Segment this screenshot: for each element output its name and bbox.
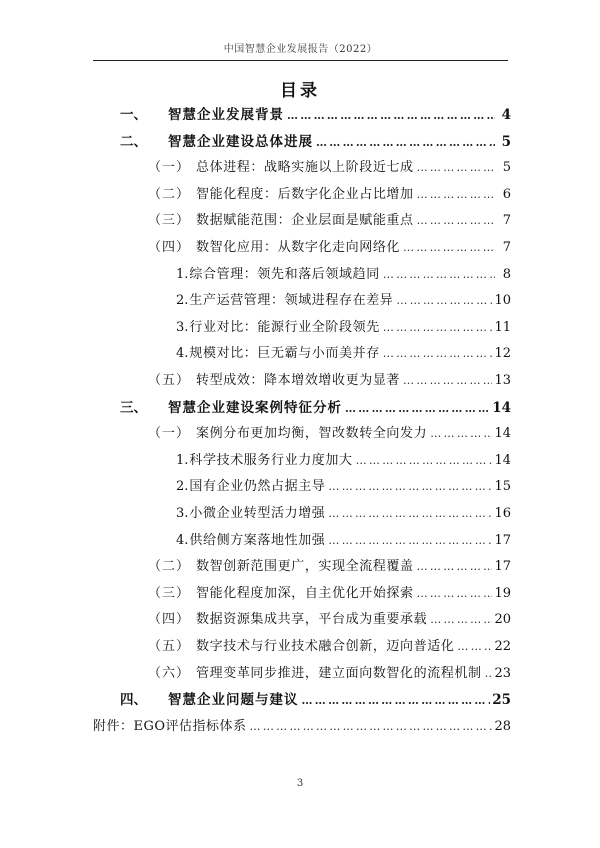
toc-entry[interactable] xyxy=(148,556,511,578)
toc-dot-leader xyxy=(250,716,493,738)
toc-entry-page: 16 xyxy=(494,506,511,521)
toc-entry-number: （一） xyxy=(148,160,191,176)
toc-entry-page: 15 xyxy=(494,479,511,495)
toc-dot-leader xyxy=(396,290,492,312)
toc-entry-number: （四） xyxy=(148,612,191,628)
toc-entry-page: 25 xyxy=(492,692,511,709)
toc-entry-title: 小微企业转型活力增强 xyxy=(189,506,326,521)
toc-entry[interactable] xyxy=(176,317,511,339)
toc-entry-title: 行业对比：能源行业全阶段领先 xyxy=(189,319,380,335)
toc-entry-title: 数字技术与行业技术融合创新，迈向普适化 xyxy=(196,639,455,654)
toc-entry-title: 综合管理：领先和落后领域趋同 xyxy=(189,266,380,282)
toc-entry-title: 智慧企业建设总体进展 xyxy=(168,133,313,150)
toc-dot-leader xyxy=(328,476,492,498)
toc-entry-page: 14 xyxy=(494,426,511,442)
toc-dot-leader xyxy=(457,636,492,658)
toc-entry-number: 三、 xyxy=(120,399,147,416)
toc-entry-number: （四） xyxy=(148,240,191,255)
toc-dot-leader xyxy=(316,132,495,154)
toc-dot-leader xyxy=(302,690,491,712)
toc-entry-number: 四、 xyxy=(120,692,147,709)
toc-entry-title: 数智化应用：从数字化走向网络化 xyxy=(196,240,401,255)
page-number: 3 xyxy=(296,778,304,789)
toc-entry[interactable] xyxy=(120,397,511,419)
toc-entry-page: 11 xyxy=(494,319,511,335)
toc-entry-page: 23 xyxy=(494,665,511,681)
toc-entry-page: 19 xyxy=(494,585,511,601)
toc-entry[interactable] xyxy=(148,370,511,392)
toc-entry-title: 智能化程度：后数字化企业占比增加 xyxy=(196,186,414,202)
toc-entry-title: 智能化程度加深，自主优化开始探索 xyxy=(196,585,414,601)
toc-dot-leader xyxy=(328,530,492,552)
toc-entry[interactable] xyxy=(148,609,511,631)
toc-entry-page: 5 xyxy=(501,133,511,150)
toc-entry-page: 4 xyxy=(501,107,511,123)
toc-entry-page: 14 xyxy=(492,399,511,416)
toc-entry-title: 智慧企业问题与建议 xyxy=(168,692,299,709)
toc-entry-page: 20 xyxy=(494,612,511,628)
header-rule xyxy=(93,60,508,61)
toc-entry-page: 17 xyxy=(494,559,511,575)
toc-dot-leader xyxy=(417,583,493,605)
toc-dot-leader xyxy=(328,503,492,525)
toc-entry[interactable] xyxy=(176,343,511,365)
toc-entry-title: 附件：EGO评估指标体系 xyxy=(93,718,247,734)
toc-dot-leader xyxy=(383,343,493,365)
toc-dot-leader xyxy=(485,663,493,685)
toc-entry[interactable] xyxy=(120,689,511,711)
running-header: 中国智慧企业发展报告（2022） xyxy=(223,44,378,55)
toc-entry-title: 供给侧方案落地性加强 xyxy=(189,532,326,548)
toc-entry-title: 总体进程：战略实施以上阶段近七成 xyxy=(196,160,414,176)
toc-entry-number: 2. xyxy=(176,293,189,309)
toc-entry-number: （三） xyxy=(148,213,191,229)
toc-entry-page: 5 xyxy=(502,160,511,176)
toc-entry-number: （二） xyxy=(148,559,191,575)
toc-entry-number: （三） xyxy=(148,585,191,601)
toc-entry-page: 13 xyxy=(494,373,511,388)
toc-entry[interactable] xyxy=(148,157,511,179)
toc-entry-number: （五） xyxy=(148,639,191,654)
toc-entry-title: 数据赋能范围：企业层面是赋能重点 xyxy=(196,213,414,229)
toc-entry-title: 管理变革同步推进，建立面向数智化的流程机制 xyxy=(196,665,482,681)
toc-entry-number: 二、 xyxy=(120,133,147,150)
toc-entry[interactable] xyxy=(176,290,511,312)
toc-entry-number: 4. xyxy=(176,346,189,362)
toc-dot-leader xyxy=(430,609,492,631)
toc-dot-leader xyxy=(417,556,493,578)
toc-entry-number: （一） xyxy=(148,426,191,442)
toc-dot-leader xyxy=(287,105,495,127)
toc-entry-title: 转型成效：降本增效增收更为显著 xyxy=(196,373,401,388)
toc-entry-number: 3. xyxy=(176,319,189,335)
toc-entry-page: 7 xyxy=(502,240,511,255)
toc-entry[interactable] xyxy=(148,423,511,445)
toc-entry[interactable] xyxy=(148,210,511,232)
toc-entry-page: 7 xyxy=(502,213,511,229)
toc-entry-number: 2. xyxy=(176,479,189,495)
toc-entry-page: 28 xyxy=(494,718,511,734)
toc-dot-leader xyxy=(417,210,495,232)
toc-entry-number: （五） xyxy=(148,373,191,388)
toc-dot-leader xyxy=(403,237,495,259)
toc-entry[interactable] xyxy=(176,476,511,498)
toc-entry-page: 10 xyxy=(494,293,511,309)
toc-entry[interactable] xyxy=(120,131,511,153)
toc-entry[interactable] xyxy=(148,663,511,685)
toc-dot-leader xyxy=(383,264,495,286)
toc-entry[interactable] xyxy=(148,184,511,206)
toc-entry-title: 国有企业仍然占据主导 xyxy=(189,479,326,495)
toc-dot-leader xyxy=(356,450,493,472)
toc-entry-number: （二） xyxy=(148,186,191,202)
toc-entry-page: 22 xyxy=(494,639,511,654)
toc-entry-number: 1. xyxy=(176,266,189,282)
toc-entry-title: 科学技术服务行业力度加大 xyxy=(189,452,353,468)
toc-entry[interactable] xyxy=(176,530,511,552)
toc-entry[interactable] xyxy=(148,237,511,259)
toc-entry-number: 一、 xyxy=(120,107,147,123)
toc-entry-title: 数智创新范围更广，实现全流程覆盖 xyxy=(196,559,414,575)
toc-entry-title: 案例分布更加均衡，智改数转全向发力 xyxy=(196,426,428,442)
toc-entry-title: 智慧企业建设案例特征分析 xyxy=(168,399,342,416)
toc-entry-page: 12 xyxy=(494,346,511,362)
toc-entry-page: 14 xyxy=(494,452,511,468)
toc-entry[interactable] xyxy=(148,636,511,658)
toc-entry-number: （六） xyxy=(148,665,191,681)
toc-entry-page: 8 xyxy=(502,266,511,282)
toc-entry-page: 17 xyxy=(494,532,511,548)
toc-entry-title: 生产运营管理：领域进程存在差异 xyxy=(189,293,394,309)
toc-entry-title: 智慧企业发展背景 xyxy=(168,107,284,123)
toc-entry-title: 规模对比：巨无霸与小而美并存 xyxy=(189,346,380,362)
toc-entry-number: 1. xyxy=(176,452,189,468)
toc-dot-leader xyxy=(430,423,492,445)
toc-dot-leader xyxy=(403,370,492,392)
toc-title: 目录 xyxy=(280,81,320,101)
toc-entry-page: 6 xyxy=(502,186,511,202)
toc-entry[interactable] xyxy=(176,503,511,525)
toc-entry[interactable] xyxy=(148,583,511,605)
toc-entry[interactable] xyxy=(176,450,511,472)
toc-dot-leader xyxy=(383,317,493,339)
toc-entry[interactable] xyxy=(93,716,511,738)
toc-entry[interactable] xyxy=(120,104,511,126)
toc-entry-number: 3. xyxy=(176,506,189,521)
toc-dot-leader xyxy=(345,398,490,420)
toc-entry-number: 4. xyxy=(176,532,189,548)
toc-dot-leader xyxy=(417,184,495,206)
toc-dot-leader xyxy=(417,157,495,179)
toc-entry-title: 数据资源集成共享，平台成为重要承载 xyxy=(196,612,428,628)
toc-entry[interactable] xyxy=(176,264,511,286)
